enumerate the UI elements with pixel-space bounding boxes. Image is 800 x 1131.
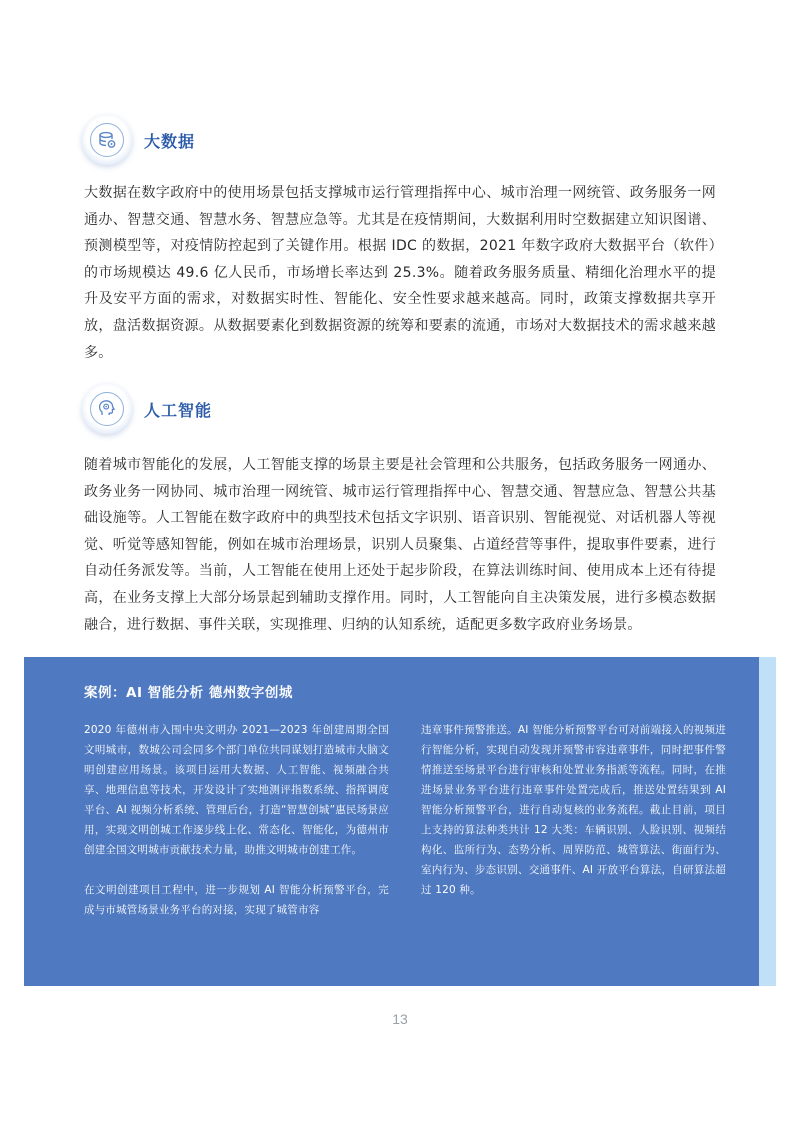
section-paragraph: 大数据在数字政府中的使用场景包括支撑城市运行管理指挥中心、城市治理一网统管、政务服务一网通办、智慧交通、智慧水务、智慧应急等。尤其是在疫情期间，大数据利用时空数据建立知识图谱、预测模型等，对疫情防控起到了关键作用。根据 IDC 的数据，2021 年数字政府大数据平台（软件）的市场规模达 49.6 亿人民币，市场增长率达到 25.3%。随着政务服务质量、精细化治理水平的提升及安平方面的需求，对数据实时性、智能化、安全性要求越来越高。同时，政策支撑数据共享开放，盘活数据资源。从数据要素化到数据资源的统筹和要素的流通，市场对大数据技术的需求越来越多。 [84, 185, 716, 361]
case-left-column [84, 720, 389, 940]
section-header-ai [82, 381, 212, 437]
case-title: 案例：AI 智能分析 德州数字创城 [84, 685, 293, 701]
section-title: 大数据 [144, 131, 196, 151]
case-paragraph: 2020 年德州市入围中央文明办 2021—2023 年创建周期全国文明城市，数城公司会同多个部门单位共同谋划打造城市大脑文明创建应用场景。该项目运用大数据、人工智能、视频融合共享、地理信息等技术，开发设计了实地测评指数系统、指挥调度平台、AI 视频分析系统、管理后台，打造“智慧创城”惠民场景应用，实现文明创城工作逐步线上化、常态化、智能化，为德州市创建全国文明城市贡献技术力量，助推文明城市创建工作。 [84, 724, 389, 856]
page-number: 13 [392, 1011, 408, 1027]
section-title: 人工智能 [144, 400, 213, 420]
section-header-big-data [82, 112, 195, 168]
case-right-column [421, 720, 726, 920]
section-paragraph: 随着城市智能化的发展，人工智能支撑的场景主要是社会管理和公共服务，包括政务服务一网通办、政务业务一网协同、城市治理一网统管、城市运行管理指挥中心、智慧交通、智慧应急、智慧公共基础设施等。人工智能在数字政府中的典型技术包括文字识别、语音识别、智能视觉、对话机器人等视觉、听觉等感知智能，例如在城市治理场景，识别人员聚集、占道经营等事件，提取事件要素，进行自动任务派发等。当前，人工智能在使用上还处于起步阶段，在算法训练时间、使用成本上还有待提高，在业务支撑上大部分场景起到辅助支撑作用。同时，人工智能向自主决策发展，进行多模态数据融合，进行数据、事件关联，实现推理、归纳的认知系统，适配更多数字政府业务场景。 [84, 457, 716, 633]
ai-head-icon [82, 384, 132, 434]
database-icon [82, 115, 132, 165]
case-box-accent-stripe [759, 657, 776, 986]
case-paragraph: 在文明创建项目工程中，进一步规划 AI 智能分析预警平台，完成与市城管场景业务平台的对接，实现了城管市容 [84, 884, 389, 916]
case-paragraph: 违章事件预警推送。AI 智能分析预警平台可对前端接入的视频进行智能分析，实现自动发现并预警市容违章事件，同时把事件警情推送至场景平台进行审核和处置业务指派等流程。同时，在推进场景业务平台进行违章事件处置完成后，推送处置结果到 AI 智能分析预警平台，进行自动复核的业务流程。截止目前，项目上支持的算法种类共计 12 大类：车辆识别、人脸识别、视频结构化、监所行为、态势分析、周界防范、城管算法、街面行为、室内行为、步态识别、交通事件、AI 开放平台算法，自研算法超过 120 种。 [421, 724, 726, 896]
